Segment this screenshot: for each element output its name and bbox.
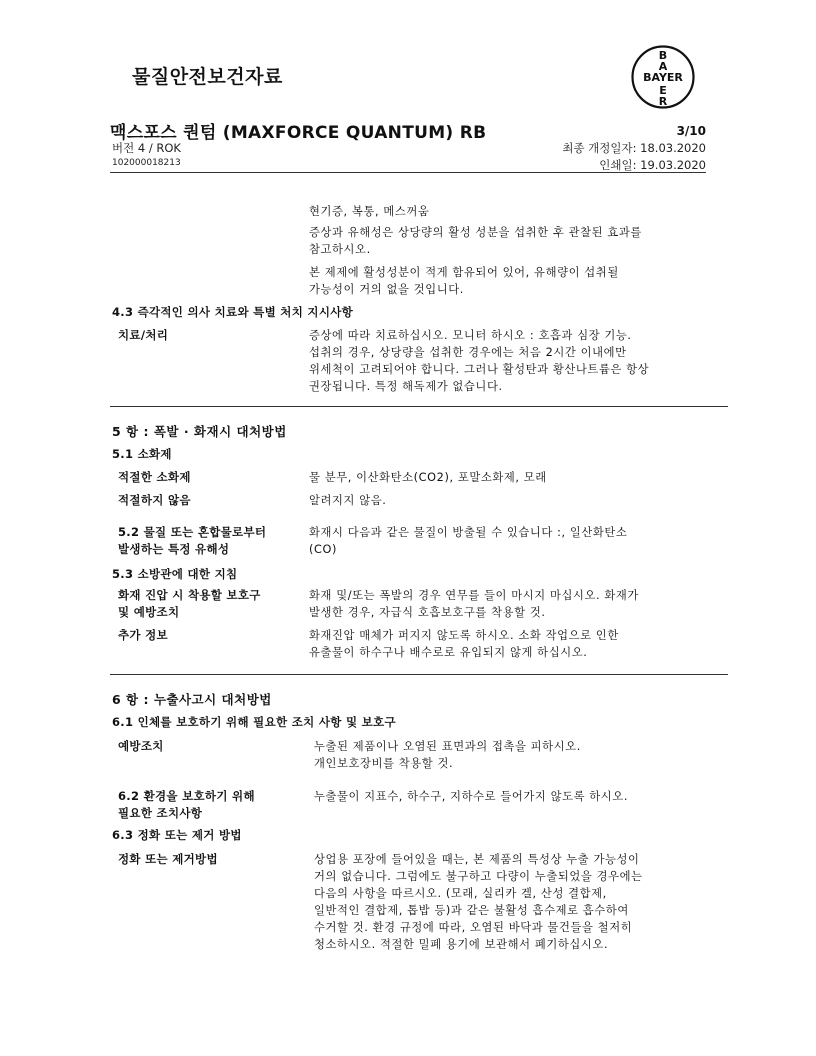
treatment-line-4: 권장됩니다. 특정 해독제가 없습니다. (309, 380, 503, 393)
section-4-3-heading: 4.3 즉각적인 의사 치료와 특별 처치 지시사항 (112, 305, 354, 319)
section-5-1-heading: 5.1 소화제 (112, 447, 172, 461)
suitable-media-label: 적절한 소화제 (118, 470, 191, 484)
logo-word-bayer: BAYER (643, 71, 683, 84)
treatment-line-2: 섭취의 경우, 상당량을 섭취한 경우에는 처음 2시간 이내에만 (309, 346, 627, 359)
version-text: 버전 4 / ROK (112, 141, 181, 155)
page-number: 3/10 (676, 124, 706, 138)
bayer-logo (630, 44, 696, 110)
section-6-2-label-2: 필요한 조치사항 (118, 806, 203, 820)
section-6-1-heading: 6.1 인체를 보호하기 위해 필요한 조치 사항 및 보호구 (112, 715, 396, 729)
specific-hazards-line-1: 화재시 다음과 같은 물질이 방출될 수 있습니다 :, 일산화탄소 (309, 526, 628, 539)
environmental-precautions-value: 누출물이 지표수, 하수구, 지하수로 들어가지 않도록 하시오. (314, 790, 629, 803)
logo-letter-r: R (658, 95, 668, 108)
header-divider (110, 172, 706, 173)
cleanup-line-6: 청소하시오. 적절한 밀폐 용기에 보관해서 폐기하십시오. (314, 938, 609, 951)
logo-letter-b: B (658, 49, 668, 62)
symptoms-text: 현기증, 복통, 메스꺼움 (309, 205, 430, 218)
section-divider (110, 406, 728, 407)
section-6-3-heading: 6.3 정화 또는 제거 방법 (112, 828, 242, 842)
precautions-label: 예방조치 (118, 739, 164, 753)
specific-hazards-line-2: (CO) (309, 543, 337, 556)
logo-letter-a: A (658, 60, 668, 73)
ingestion-line-1: 본 제제에 활성성분이 적게 함유되어 있어, 유해량이 섭취될 (309, 266, 619, 279)
precautions-line-2: 개인보호장비를 착용할 것. (314, 757, 454, 770)
logo-letter-e: E (659, 84, 667, 97)
effects-line-1: 증상과 유해성은 상당량의 활성 성분을 섭취한 후 관찰된 효과를 (309, 226, 642, 239)
section-5-2-label-1: 5.2 물질 또는 혼합물로부터 (118, 525, 267, 539)
section-6-heading: 6 항 : 누출사고시 대처방법 (112, 692, 272, 707)
suitable-media-value: 물 분무, 이산화탄소(CO2), 포말소화제, 모래 (309, 471, 547, 484)
ppe-label-2: 및 예방조치 (118, 605, 180, 619)
treatment-label: 치료/처리 (118, 328, 169, 342)
cleanup-line-3: 다음의 사항을 따르시오. (모래, 실리카 겔, 산성 결합제, (314, 887, 607, 900)
cleanup-line-5: 수거할 것. 환경 규정에 따라, 오염된 바닥과 물건들을 철저히 (314, 921, 633, 934)
cleanup-line-2: 거의 없습니다. 그럼에도 불구하고 다량이 누출되었을 경우에는 (314, 870, 643, 883)
effects-line-2: 참고하시오. (309, 243, 371, 256)
ppe-line-1: 화재 및/또는 폭발의 경우 연무를 들이 마시지 마십시오. 화재가 (309, 589, 639, 602)
section-5-2-label-2: 발생하는 특정 유해성 (118, 542, 230, 556)
document-title: 물질안전보건자료 (132, 66, 283, 88)
ppe-label-1: 화재 진압 시 착용할 보호구 (118, 588, 261, 602)
product-title: 맥스포스 퀀텀 (MAXFORCE QUANTUM) RB (110, 123, 487, 143)
section-6-2-label-1: 6.2 환경을 보호하기 위해 (118, 789, 255, 803)
document-code: 102000018213 (112, 158, 181, 168)
treatment-line-1: 증상에 따라 치료하십시오. 모니터 하시오 : 호흡과 심장 기능. (309, 329, 632, 342)
section-5-3-heading: 5.3 소방관에 대한 지침 (112, 567, 238, 581)
ppe-line-2: 발생한 경우, 자급식 호흡보호구를 착용할 것. (309, 606, 546, 619)
precautions-line-1: 누출된 제품이나 오염된 표면과의 접촉을 피하시오. (314, 740, 581, 753)
extra-info-label: 추가 정보 (118, 628, 168, 642)
section-5-heading: 5 항 : 폭발 · 화재시 대처방법 (112, 424, 287, 439)
cleanup-line-4: 일반적인 결합제, 톱밥 등)과 같은 불활성 흡수제로 흡수하여 (314, 904, 629, 917)
cleanup-label: 정화 또는 제거방법 (118, 852, 218, 866)
cleanup-line-1: 상업용 포장에 들어있을 때는, 본 제품의 특성상 누출 가능성이 (314, 853, 640, 866)
revision-date: 최종 개정일자: 18.03.2020 (562, 141, 706, 155)
unsuitable-media-label: 적절하지 않음 (118, 493, 191, 507)
unsuitable-media-value: 알려지지 않음. (309, 494, 387, 507)
extra-info-line-2: 유출물이 하수구나 배수로로 유입되지 않게 하십시오. (309, 646, 588, 659)
ingestion-line-2: 가능성이 거의 없을 것입니다. (309, 283, 464, 296)
treatment-line-3: 위세척이 고려되어야 합니다. 그러나 활성탄과 황산나트륨은 항상 (309, 363, 650, 376)
extra-info-line-1: 화재진압 매체가 퍼지지 않도록 하시오. 소화 작업으로 인한 (309, 629, 619, 642)
print-date: 인쇄일: 19.03.2020 (599, 158, 706, 172)
section-divider (110, 674, 728, 675)
